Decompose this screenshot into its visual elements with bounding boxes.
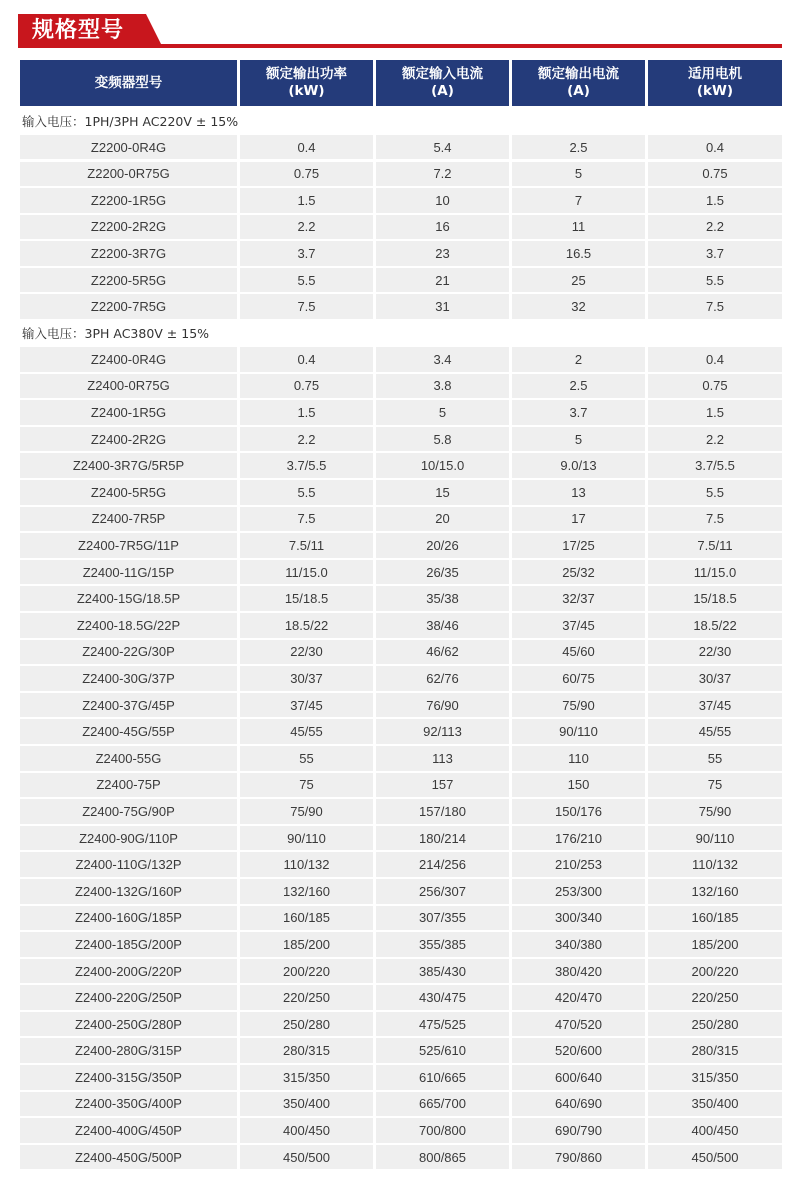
rated-output-current-cell: 11 [512,215,645,239]
rated-input-current-cell: 3.4 [376,347,509,372]
motor-power-cell: 200/220 [648,959,782,984]
motor-power-cell: 1.5 [648,400,782,425]
motor-power-cell: 160/185 [648,906,782,931]
model-cell: Z2400-220G/250P [20,985,237,1010]
table-row [20,533,786,558]
model-cell: Z2400-45G/55P [20,719,237,744]
model-cell: Z2400-15G/18.5P [20,586,237,611]
rated-output-current-cell: 790/860 [512,1145,645,1170]
rated-input-current-cell: 92/113 [376,719,509,744]
table-row [20,959,786,984]
motor-power-cell: 7.5 [648,507,782,532]
header-rated-input-current-text [402,66,483,100]
rated-input-current-cell: 15 [376,480,509,505]
header-rated-output-power-unit: (kW) [288,83,325,99]
rated-output-current-cell: 90/110 [512,719,645,744]
motor-power-cell: 5.5 [648,268,782,292]
rated-output-power-cell: 185/200 [240,932,373,957]
rated-output-power-cell: 0.75 [240,374,373,399]
table-header-row [20,60,786,106]
rated-output-power-cell: 7.5 [240,507,373,532]
motor-power-cell: 0.75 [648,374,782,399]
rated-input-current-cell: 20 [376,507,509,532]
rated-output-current-cell: 420/470 [512,985,645,1010]
header-rated-output-current-text [538,66,619,100]
rated-output-current-cell: 340/380 [512,932,645,957]
table-row [20,1038,786,1063]
section-label-380v: 输入电压：3PH AC380V ± 15% [22,326,210,342]
rated-output-power-cell: 450/500 [240,1145,373,1170]
motor-power-cell: 7.5 [648,294,782,318]
rated-output-current-cell: 150/176 [512,799,645,824]
rated-output-current-cell: 600/640 [512,1065,645,1090]
rated-output-power-cell: 3.7 [240,241,373,265]
table-row [20,1092,786,1117]
model-cell: Z2400-200G/220P [20,959,237,984]
rated-output-power-cell: 1.5 [240,400,373,425]
rated-output-current-cell: 380/420 [512,959,645,984]
motor-power-cell: 350/400 [648,1092,782,1117]
header-rated-output-power-text [266,66,347,100]
header-model [20,60,237,106]
model-cell: Z2400-75G/90P [20,799,237,824]
rated-input-current-cell: 21 [376,268,509,292]
motor-power-cell: 0.75 [648,162,782,186]
rated-output-power-cell: 75/90 [240,799,373,824]
rated-input-current-cell: 214/256 [376,852,509,877]
rows-380v [20,347,786,1169]
rated-output-power-cell: 350/400 [240,1092,373,1117]
rated-output-power-cell: 315/350 [240,1065,373,1090]
model-cell: Z2400-7R5P [20,507,237,532]
model-cell: Z2400-400G/450P [20,1118,237,1143]
table-row [20,852,786,877]
rated-output-power-cell: 1.5 [240,188,373,212]
rated-output-power-cell: 2.2 [240,215,373,239]
table-row [20,241,786,265]
table-row [20,586,786,611]
rated-output-current-cell: 176/210 [512,826,645,851]
model-cell: Z2400-110G/132P [20,852,237,877]
model-cell: Z2400-280G/315P [20,1038,237,1063]
motor-power-cell: 0.4 [648,135,782,159]
table-row [20,1145,786,1170]
rated-output-current-cell: 2.5 [512,135,645,159]
model-cell: Z2400-185G/200P [20,932,237,957]
motor-power-cell: 400/450 [648,1118,782,1143]
rated-input-current-cell: 62/76 [376,666,509,691]
rated-output-current-cell: 17/25 [512,533,645,558]
title-underline [18,44,782,48]
rated-input-current-cell: 20/26 [376,533,509,558]
motor-power-cell: 280/315 [648,1038,782,1063]
model-cell: Z2400-450G/500P [20,1145,237,1170]
table-row [20,719,786,744]
header-motor-power-label: 适用电机 [688,66,742,82]
motor-power-cell: 315/350 [648,1065,782,1090]
rated-output-power-cell: 7.5/11 [240,533,373,558]
table-row [20,879,786,904]
model-cell: Z2400-160G/185P [20,906,237,931]
motor-power-cell: 75 [648,773,782,798]
motor-power-cell: 110/132 [648,852,782,877]
rated-output-current-cell: 25 [512,268,645,292]
rated-input-current-cell: 10 [376,188,509,212]
motor-power-cell: 220/250 [648,985,782,1010]
table-row [20,693,786,718]
rated-input-current-cell: 430/475 [376,985,509,1010]
rated-output-power-cell: 0.4 [240,347,373,372]
model-cell: Z2400-55G [20,746,237,771]
rated-input-current-cell: 385/430 [376,959,509,984]
rated-input-current-cell: 16 [376,215,509,239]
header-motor-power [648,60,782,106]
model-cell: Z2400-90G/110P [20,826,237,851]
rated-output-current-cell: 17 [512,507,645,532]
rated-output-power-cell: 280/315 [240,1038,373,1063]
model-cell: Z2200-2R2G [20,215,237,239]
header-motor-power-unit: (kW) [696,83,734,99]
motor-power-cell: 250/280 [648,1012,782,1037]
rated-output-current-cell: 7 [512,188,645,212]
rated-output-current-cell: 640/690 [512,1092,645,1117]
table-row [20,453,786,478]
model-cell: Z2200-5R5G [20,268,237,292]
motor-power-cell: 75/90 [648,799,782,824]
header-rated-input-current-label: 额定输入电流 [402,66,483,82]
rated-input-current-cell: 665/700 [376,1092,509,1117]
table-row [20,1012,786,1037]
rated-output-power-cell: 200/220 [240,959,373,984]
rated-output-power-cell: 220/250 [240,985,373,1010]
motor-power-cell: 22/30 [648,640,782,665]
model-cell: Z2400-75P [20,773,237,798]
rated-input-current-cell: 35/38 [376,586,509,611]
page-title: 规格型号 [32,18,125,43]
rated-output-power-cell: 3.7/5.5 [240,453,373,478]
rated-input-current-cell: 23 [376,241,509,265]
rated-output-current-cell: 470/520 [512,1012,645,1037]
rated-output-power-cell: 22/30 [240,640,373,665]
rated-output-current-cell: 300/340 [512,906,645,931]
rated-output-current-cell: 16.5 [512,241,645,265]
motor-power-cell: 37/45 [648,693,782,718]
table-row [20,427,786,452]
table-row [20,400,786,425]
rated-output-current-cell: 60/75 [512,666,645,691]
table-row [20,374,786,399]
rated-output-current-cell: 210/253 [512,852,645,877]
table-row [20,162,786,186]
header-rated-input-current [376,60,509,106]
rated-output-power-cell: 45/55 [240,719,373,744]
rated-output-power-cell: 37/45 [240,693,373,718]
rated-output-current-cell: 253/300 [512,879,645,904]
model-cell: Z2400-22G/30P [20,640,237,665]
motor-power-cell: 55 [648,746,782,771]
header-rated-output-current-unit: (A) [567,83,590,99]
header-model-label: 变频器型号 [94,74,163,91]
model-cell: Z2200-3R7G [20,241,237,265]
section-label-220v: 输入电压：1PH/3PH AC220V ± 15% [22,114,239,129]
model-cell: Z2400-0R4G [20,347,237,372]
rated-input-current-cell: 525/610 [376,1038,509,1063]
rated-output-power-cell: 18.5/22 [240,613,373,638]
rated-output-power-cell: 5.5 [240,268,373,292]
model-cell: Z2400-7R5G/11P [20,533,237,558]
table-row [20,188,786,212]
model-cell: Z2400-3R7G/5R5P [20,453,237,478]
motor-power-cell: 132/160 [648,879,782,904]
motor-power-cell: 90/110 [648,826,782,851]
rated-input-current-cell: 3.8 [376,374,509,399]
model-cell: Z2400-11G/15P [20,560,237,585]
table-row [20,480,786,505]
model-cell: Z2200-0R4G [20,135,237,159]
model-cell: Z2200-1R5G [20,188,237,212]
motor-power-cell: 1.5 [648,188,782,212]
table-row [20,1065,786,1090]
motor-power-cell: 450/500 [648,1145,782,1170]
table-row [20,773,786,798]
section-title-bar [18,14,782,48]
rated-input-current-cell: 26/35 [376,560,509,585]
model-cell: Z2400-30G/37P [20,666,237,691]
rated-output-power-cell: 132/160 [240,879,373,904]
rated-output-power-cell: 11/15.0 [240,560,373,585]
header-rated-output-power-label: 额定输出功率 [266,66,347,82]
model-cell: Z2400-0R75G [20,374,237,399]
rated-input-current-cell: 256/307 [376,879,509,904]
table-row [20,560,786,585]
table-row [20,135,786,159]
rated-input-current-cell: 7.2 [376,162,509,186]
rated-output-current-cell: 37/45 [512,613,645,638]
table-row [20,215,786,239]
header-rated-output-current [512,60,645,106]
table-row [20,268,786,292]
rated-output-current-cell: 2 [512,347,645,372]
model-cell: Z2400-5R5G [20,480,237,505]
motor-power-cell: 45/55 [648,719,782,744]
table-row [20,746,786,771]
motor-power-cell: 0.4 [648,347,782,372]
rated-input-current-cell: 76/90 [376,693,509,718]
rated-output-power-cell: 30/37 [240,666,373,691]
model-cell: Z2400-350G/400P [20,1092,237,1117]
rated-input-current-cell: 610/665 [376,1065,509,1090]
rated-output-current-cell: 13 [512,480,645,505]
rated-input-current-cell: 38/46 [376,613,509,638]
table-row [20,294,786,318]
table-row [20,347,786,372]
rated-output-current-cell: 3.7 [512,400,645,425]
table-row [20,640,786,665]
table-row [20,932,786,957]
table-row [20,799,786,824]
rated-input-current-cell: 800/865 [376,1145,509,1170]
rated-input-current-cell: 157/180 [376,799,509,824]
motor-power-cell: 3.7 [648,241,782,265]
rated-output-power-cell: 7.5 [240,294,373,318]
model-cell: Z2400-18.5G/22P [20,613,237,638]
model-cell: Z2400-132G/160P [20,879,237,904]
rated-input-current-cell: 5.4 [376,135,509,159]
rated-input-current-cell: 10/15.0 [376,453,509,478]
rated-output-power-cell: 160/185 [240,906,373,931]
rated-input-current-cell: 5.8 [376,427,509,452]
rated-output-current-cell: 9.0/13 [512,453,645,478]
rated-output-current-cell: 45/60 [512,640,645,665]
motor-power-cell: 185/200 [648,932,782,957]
rated-input-current-cell: 31 [376,294,509,318]
rated-output-power-cell: 5.5 [240,480,373,505]
model-cell: Z2400-315G/350P [20,1065,237,1090]
header-motor-power-text [688,66,742,100]
motor-power-cell: 2.2 [648,215,782,239]
rated-input-current-cell: 113 [376,746,509,771]
header-rated-output-power [240,60,373,106]
rated-input-current-cell: 46/62 [376,640,509,665]
model-cell: Z2400-2R2G [20,427,237,452]
rated-input-current-cell: 475/525 [376,1012,509,1037]
rated-input-current-cell: 5 [376,400,509,425]
table-row [20,906,786,931]
rated-output-current-cell: 5 [512,427,645,452]
table-row [20,826,786,851]
model-cell: Z2200-0R75G [20,162,237,186]
rated-output-power-cell: 15/18.5 [240,586,373,611]
rated-input-current-cell: 307/355 [376,906,509,931]
rated-input-current-cell: 157 [376,773,509,798]
rated-output-current-cell: 5 [512,162,645,186]
rated-output-power-cell: 400/450 [240,1118,373,1143]
rated-input-current-cell: 180/214 [376,826,509,851]
rated-output-power-cell: 110/132 [240,852,373,877]
rated-input-current-cell: 700/800 [376,1118,509,1143]
rated-output-current-cell: 520/600 [512,1038,645,1063]
table-row [20,507,786,532]
rated-input-current-cell: 355/385 [376,932,509,957]
rated-output-power-cell: 0.4 [240,135,373,159]
rated-output-power-cell: 250/280 [240,1012,373,1037]
model-cell: Z2400-1R5G [20,400,237,425]
model-cell: Z2400-37G/45P [20,693,237,718]
rated-output-current-cell: 2.5 [512,374,645,399]
rated-output-current-cell: 32 [512,294,645,318]
rated-output-current-cell: 75/90 [512,693,645,718]
header-rated-output-current-label: 额定输出电流 [538,66,619,82]
rated-output-current-cell: 150 [512,773,645,798]
motor-power-cell: 3.7/5.5 [648,453,782,478]
motor-power-cell: 7.5/11 [648,533,782,558]
table-row [20,985,786,1010]
motor-power-cell: 18.5/22 [648,613,782,638]
motor-power-cell: 15/18.5 [648,586,782,611]
rows-220v [20,135,786,319]
rated-output-current-cell: 690/790 [512,1118,645,1143]
rated-output-power-cell: 0.75 [240,162,373,186]
spec-table [20,60,786,1171]
motor-power-cell: 2.2 [648,427,782,452]
header-model-text [95,75,163,92]
motor-power-cell: 30/37 [648,666,782,691]
rated-output-current-cell: 25/32 [512,560,645,585]
rated-output-power-cell: 75 [240,773,373,798]
motor-power-cell: 5.5 [648,480,782,505]
model-cell: Z2400-250G/280P [20,1012,237,1037]
table-row [20,613,786,638]
rated-output-current-cell: 32/37 [512,586,645,611]
model-cell: Z2200-7R5G [20,294,237,318]
motor-power-cell: 11/15.0 [648,560,782,585]
table-row [20,1118,786,1143]
rated-output-current-cell: 110 [512,746,645,771]
table-row [20,666,786,691]
rated-output-power-cell: 2.2 [240,427,373,452]
rated-output-power-cell: 90/110 [240,826,373,851]
rated-output-power-cell: 55 [240,746,373,771]
header-rated-input-current-unit: (A) [431,83,454,99]
